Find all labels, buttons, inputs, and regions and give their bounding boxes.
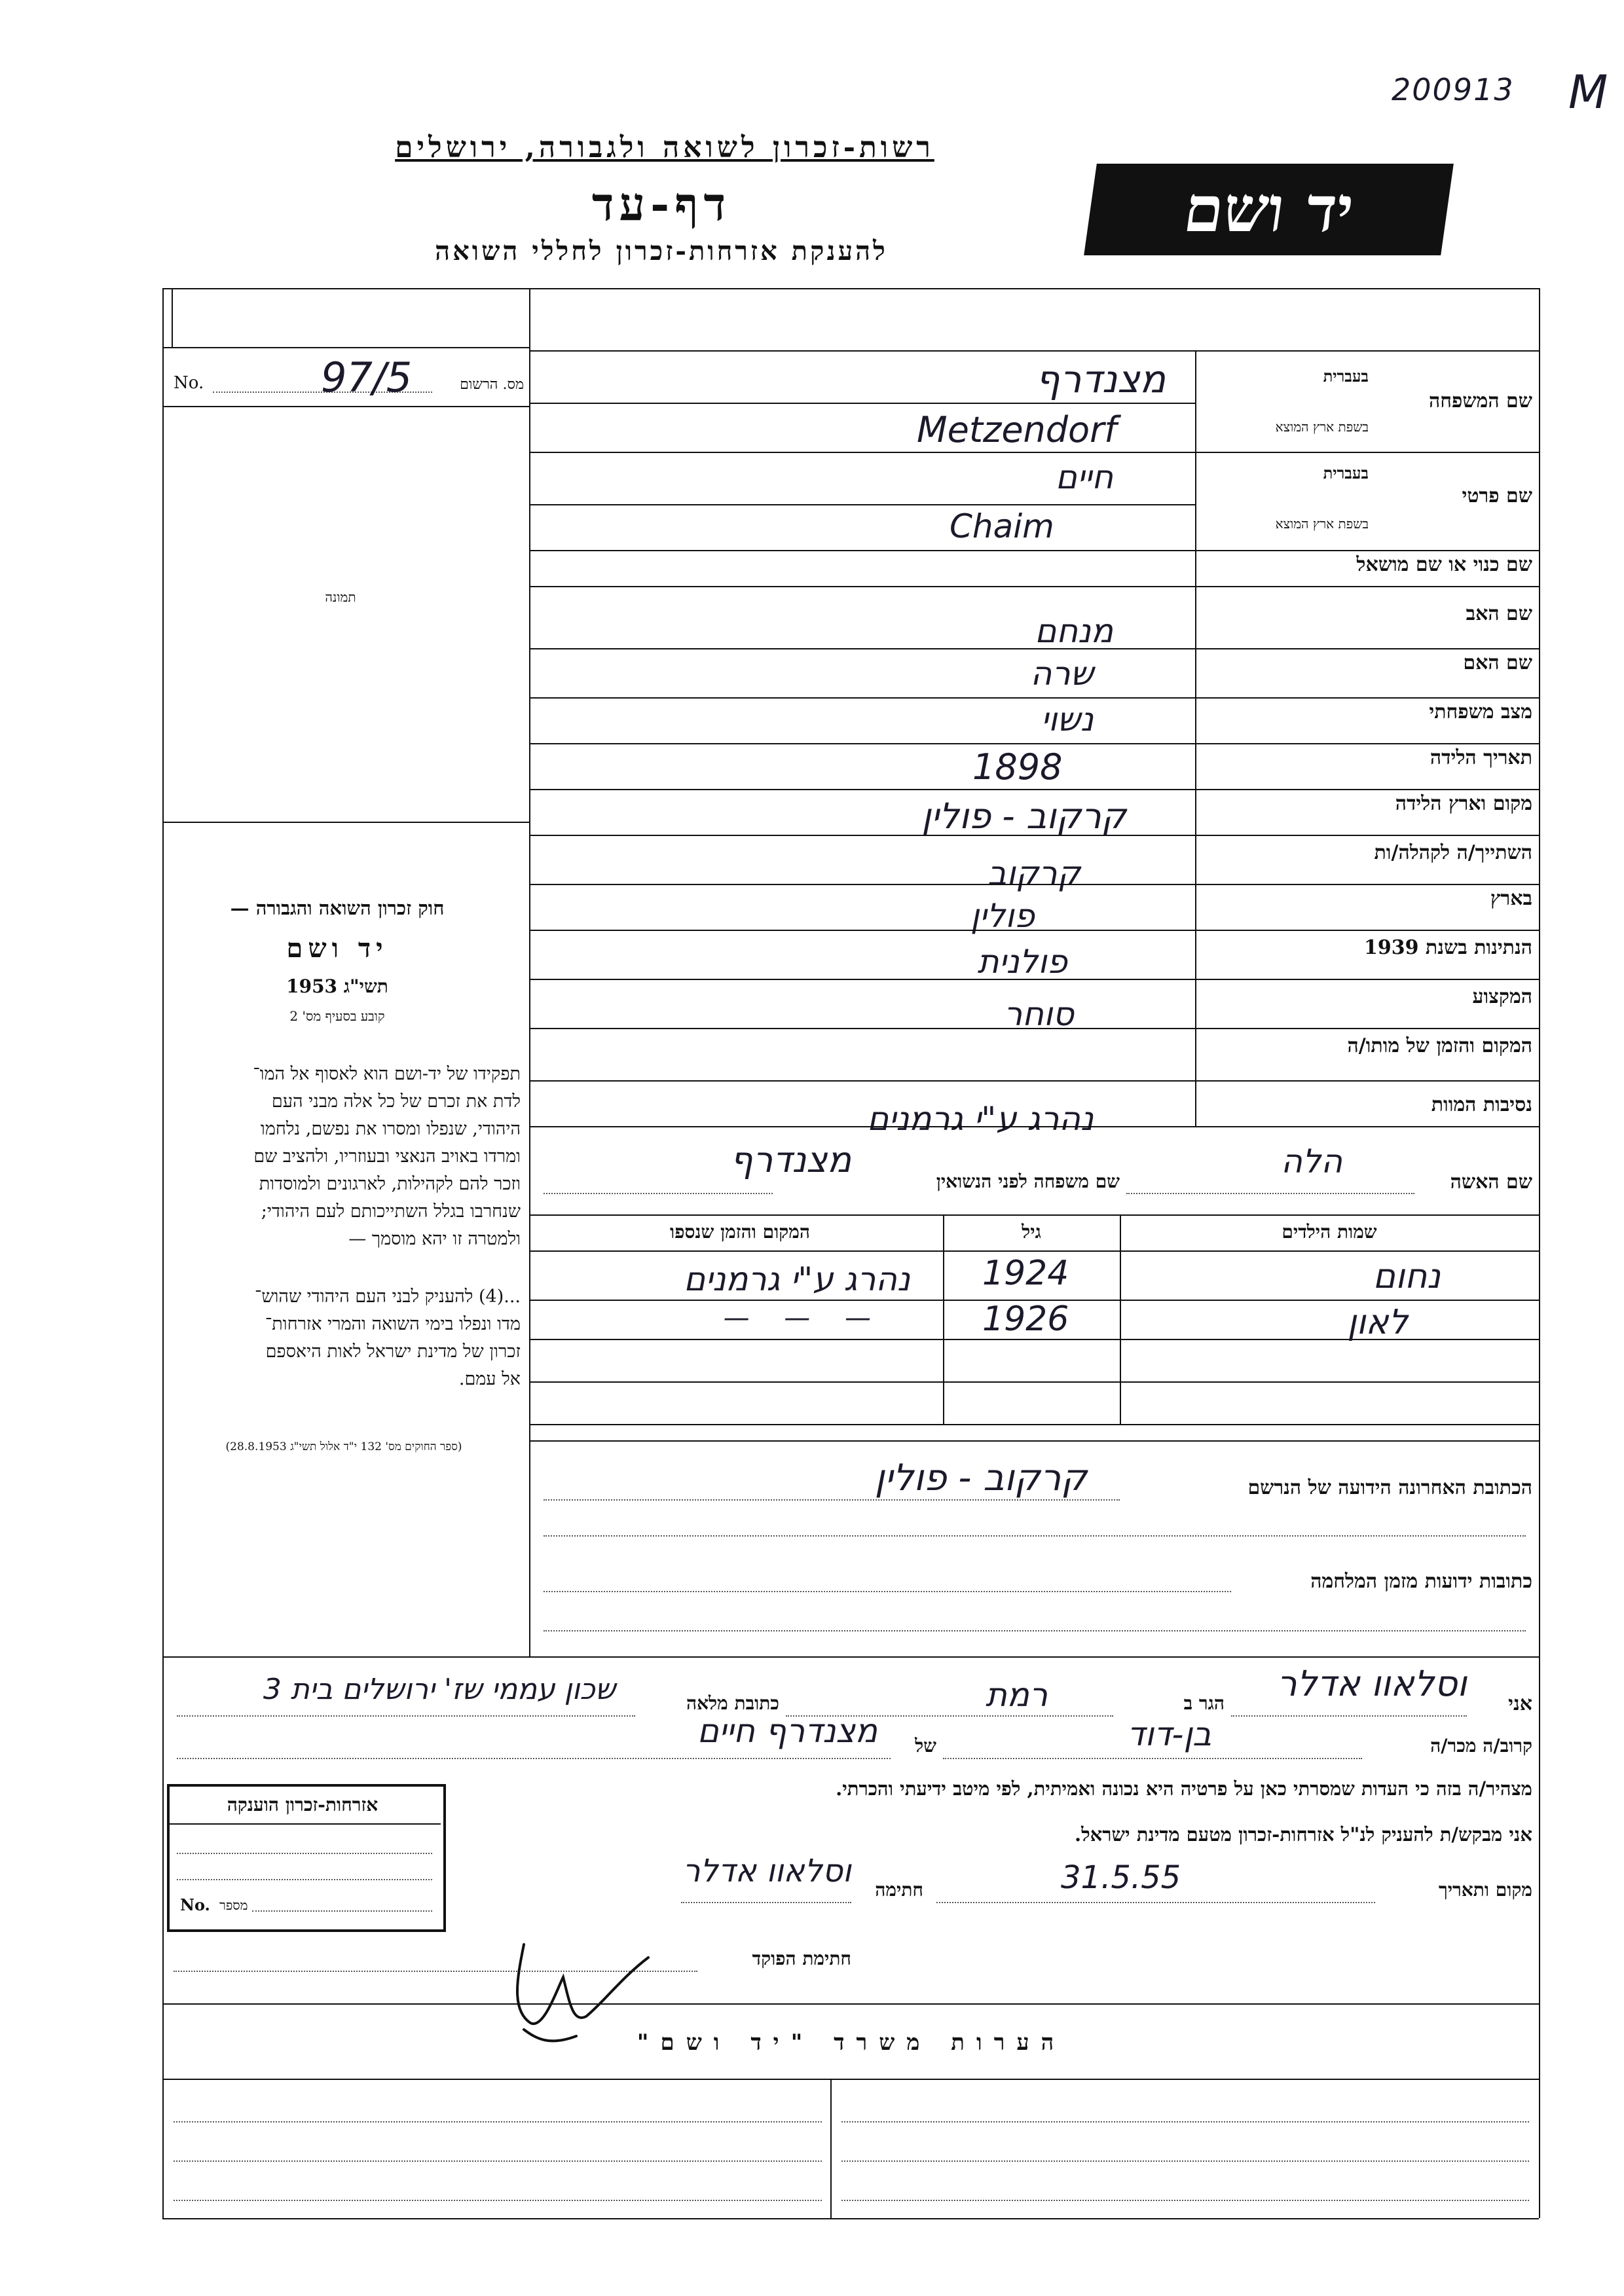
citizenship-box-title: אזרחות-זכרון הוענקה <box>227 1794 378 1815</box>
wife-maiden-dots <box>544 1193 773 1194</box>
row-rule <box>529 1126 1539 1127</box>
children-header-age: גיל <box>1022 1221 1041 1243</box>
children-header-place: המקום והזמן שנספו <box>670 1221 810 1243</box>
child-place[interactable]: נהרג ע"י גרמנים <box>684 1260 910 1298</box>
last-address-value[interactable]: קרקוב - פולין <box>874 1457 1087 1499</box>
frame-right <box>1539 288 1540 2218</box>
child-name[interactable]: נחום <box>1373 1257 1441 1296</box>
child-name[interactable]: לאון <box>1347 1303 1408 1342</box>
reg-label: מס. הרשום <box>460 376 524 393</box>
family-name-hebrew-label: בעברית <box>1323 367 1369 386</box>
law-line: ומרדו באויב הנאצי ובעוזריו, ולהציב שם <box>253 1146 521 1167</box>
citizenship-value[interactable]: פולנית <box>977 943 1067 981</box>
form-subtitle: להענקת אזרחות-זכרון לחללי השואה <box>435 236 888 266</box>
address-dots <box>544 1535 1526 1537</box>
notes-dots <box>174 2121 822 2123</box>
left-col-tick <box>172 288 173 347</box>
family-name-origin-label: בשפת ארץ המוצא <box>1275 419 1369 435</box>
of-name[interactable]: מצנדרף חיים <box>697 1712 877 1750</box>
wife-dots <box>1126 1193 1414 1194</box>
citizenship-no-label: No. <box>180 1895 210 1914</box>
mother-label: שם האם <box>1463 651 1532 674</box>
of-dots <box>177 1758 891 1759</box>
frame-bottom <box>162 2218 1539 2219</box>
declarant-name[interactable]: וסלאוו אדלר <box>1277 1663 1467 1704</box>
law-line: זכרון של מדינת ישראל לאות היאספם <box>265 1341 521 1362</box>
row-rule <box>529 697 1539 699</box>
citizenship-box-dots <box>177 1879 432 1880</box>
officer-signature-label: חתימת הפוקד <box>752 1948 851 1969</box>
law-year: תשי"ג 1953 <box>286 975 388 997</box>
relation-value[interactable]: בן-דוד <box>1127 1715 1211 1753</box>
row-rule <box>529 743 1539 744</box>
law-line: אל עמם. <box>458 1369 521 1389</box>
relative-dots <box>943 1758 1362 1759</box>
declarant-address-label: כתובת מלאה <box>686 1692 779 1714</box>
relative-label: קרוב/ה מכר/ה <box>1430 1735 1532 1757</box>
row-rule <box>529 648 1539 649</box>
community-label: השתייך/ה לקהלה/ות <box>1374 841 1532 864</box>
declarant-resides-label: הגר ב <box>1183 1692 1225 1714</box>
children-row-rule <box>529 1381 1539 1383</box>
declarant-city[interactable]: רמת <box>985 1676 1048 1714</box>
profession-value[interactable]: סוחר <box>1004 995 1074 1033</box>
family-name-origin-value[interactable]: Metzendorf <box>917 409 1117 450</box>
reg-no-label: No. <box>174 373 204 393</box>
office-notes-title: הערות משרד "יד ושם" <box>637 2030 1066 2056</box>
row-rule <box>529 1080 1539 1082</box>
birth-place-label: מקום וארץ הלידה <box>1395 792 1532 815</box>
law-source: (ספר החוקים מס' 132 י"ד אלול תשי"ג 28.8.1953) <box>225 1440 462 1453</box>
law-line: תפקידו של יד-ושם הוא לאסוף אל המו־ <box>253 1064 521 1084</box>
children-col-2 <box>1120 1214 1121 1424</box>
photo-rule <box>162 822 529 823</box>
authority-line: רשות-זכרון לשואה ולגבורה, ירושלים <box>395 131 934 164</box>
death-place-label: המקום והזמן של מותו/ה <box>1347 1034 1532 1057</box>
law-text-2 <box>167 1283 521 1393</box>
family-name-label: שם המשפחה <box>1428 390 1532 412</box>
profession-label: המקצוע <box>1472 985 1532 1008</box>
birth-date-value[interactable]: 1898 <box>972 746 1063 788</box>
law-name: יד ושם <box>286 933 388 964</box>
law-line: לדת את זכרם של כל אלה מבני העם <box>271 1091 521 1112</box>
notes-dots <box>841 2121 1529 2123</box>
form-title: דף-עד <box>591 177 731 231</box>
photo-label: תמונה <box>325 589 356 605</box>
notes-divider <box>830 2079 832 2218</box>
birth-date-label: תאריך הלידה <box>1430 746 1532 769</box>
child-place[interactable]: — — — <box>723 1303 884 1333</box>
address-dots <box>544 1499 1120 1501</box>
row-rule <box>529 550 1539 551</box>
nickname-label: שם כנוי או שם מושאל <box>1356 553 1532 576</box>
wartime-address-label: כתובות ידועות מזמן המלחמה <box>1310 1570 1532 1593</box>
child-age[interactable]: 1926 <box>982 1300 1069 1339</box>
row-rule <box>529 452 1539 453</box>
children-header-rule <box>529 1250 1539 1252</box>
death-cause-label: נסיבות המוות <box>1431 1093 1532 1116</box>
yad-vashem-logo: יד ושם <box>1084 164 1454 255</box>
frame-top <box>162 288 1539 289</box>
law-section: קובע בסעיף מס' 2 <box>289 1008 385 1024</box>
mother-value[interactable]: שרה <box>1030 655 1094 693</box>
left-col-top-rule <box>162 347 529 348</box>
row-rule <box>529 789 1539 790</box>
row-rule <box>529 586 1539 587</box>
father-value[interactable]: מנחם <box>1035 612 1113 650</box>
address-top-rule <box>529 1440 1539 1442</box>
citizenship-number-label: מספר <box>219 1897 248 1913</box>
law-line: וזכר להם לקהילות, לארגונים ולמוסדות <box>259 1174 521 1194</box>
row-rule <box>529 504 1195 505</box>
law-line: ...(4) להעניק לבני העם היהודי שהוש־ <box>255 1286 521 1307</box>
law-line: מדו ונפלו בימי השואה והמרי אזרחות־ <box>265 1314 521 1334</box>
notes-dots <box>841 2160 1529 2162</box>
last-address-label: הכתובת האחרונה הידועה של הנרשם <box>1247 1476 1532 1499</box>
law-text-1 <box>167 1061 521 1253</box>
archive-number: 200913 <box>1392 72 1515 107</box>
label-col-divider <box>1195 350 1196 1126</box>
first-name-label: שם פרטי <box>1462 484 1532 507</box>
row-rule <box>529 930 1539 931</box>
fields-top-rule <box>529 350 1539 352</box>
left-col-divider <box>529 288 530 1656</box>
citizenship-box-dots <box>177 1853 432 1854</box>
wife-value[interactable]: הלה <box>1281 1142 1342 1180</box>
notes-dots <box>841 2200 1529 2201</box>
notes-dots <box>174 2200 822 2201</box>
first-name-origin-label: בשפת ארץ המוצא <box>1275 516 1369 532</box>
declarant-address[interactable]: שכון עממי שז' ירושלים בית 3 <box>263 1673 616 1706</box>
law-line: היהודי, שנפלו ומסרו את נפשם, נלחמו <box>260 1119 521 1139</box>
declaration-statement: מצהיר/ה בזה כי העדות שמסרתי כאן על פרטיה היא נכונה ואמיתית, לפי מיטב ידיעתי והכרתי. <box>836 1777 1532 1800</box>
child-age[interactable]: 1924 <box>982 1254 1069 1293</box>
death-cause-value[interactable]: נהרג ע"י גרמנים <box>867 1100 1094 1138</box>
family-name-hebrew-value[interactable]: מצנדרף <box>1035 357 1166 401</box>
marital-label: מצב משפחתי <box>1429 701 1532 723</box>
citizenship-label: הנתינות בשנת 1939 <box>1363 936 1532 959</box>
address-dots <box>544 1591 1231 1592</box>
law-line: ולמטרה זו יהא מוסמך — <box>348 1229 521 1249</box>
declarant-dots <box>177 1715 635 1717</box>
community-value[interactable]: קרקוב <box>987 854 1080 892</box>
address-dots <box>544 1630 1526 1631</box>
notes-header-rule <box>162 2079 1539 2080</box>
row-rule <box>529 835 1539 836</box>
declarant-dots <box>1231 1715 1467 1717</box>
birth-place-value[interactable]: קרקוב - פולין <box>921 795 1126 837</box>
father-label: שם האב <box>1466 602 1532 625</box>
notes-dots <box>174 2160 822 2162</box>
signature-label: חתימה <box>875 1879 923 1901</box>
citizenship-box-rule <box>170 1823 441 1825</box>
law-title: חוק זכרון השואה והגבורה — <box>230 897 445 919</box>
signature-dots <box>681 1902 851 1903</box>
first-name-origin-value[interactable]: Chaim <box>950 507 1054 545</box>
row-rule <box>529 884 1539 885</box>
declarant-i-label: אני <box>1508 1692 1532 1715</box>
first-name-hebrew-value[interactable]: חיים <box>1055 458 1113 496</box>
children-row-rule <box>529 1424 1539 1425</box>
row-rule <box>529 403 1195 404</box>
registration-number[interactable]: 97/5 <box>321 354 413 401</box>
of-label: של <box>915 1735 936 1757</box>
law-line: שנחרבו בגלל השתייכותם לעם היהודי; <box>261 1201 521 1222</box>
place-date-label: מקום ותאריך <box>1438 1879 1532 1901</box>
wife-maiden-label: שם משפחה לפני הנשואין <box>936 1171 1120 1192</box>
children-col-1 <box>943 1214 944 1424</box>
marital-value[interactable]: נשוי <box>1041 701 1094 738</box>
wife-label: שם האשה <box>1450 1171 1532 1194</box>
notes-top-rule <box>162 2003 1539 2005</box>
declarant-top-rule <box>162 1656 1539 1658</box>
reg-rule <box>162 406 529 407</box>
wife-maiden-value[interactable]: מצנדרף <box>730 1139 851 1180</box>
children-top-rule <box>529 1214 1539 1216</box>
declarant-signature[interactable]: וסלאוו אדלר <box>682 1853 851 1889</box>
row-rule <box>529 979 1539 980</box>
first-name-hebrew-label: בעברית <box>1323 464 1369 483</box>
row-rule <box>529 1028 1539 1029</box>
place-date-dots <box>936 1902 1375 1903</box>
country-label: בארץ <box>1490 887 1532 910</box>
citizenship-box-dots <box>252 1910 432 1912</box>
frame-left <box>162 288 164 2218</box>
declaration-request: אני מבקש/ת להעניק לנ"ל אזרחות-זכרון מטעם מדינת ישראל. <box>1074 1823 1532 1846</box>
declaration-date[interactable]: 31.5.55 <box>1061 1859 1181 1896</box>
children-header-names: שמות הילדים <box>1282 1221 1377 1243</box>
country-value[interactable]: פולין <box>970 897 1035 935</box>
archive-initials: M <box>1568 65 1608 119</box>
